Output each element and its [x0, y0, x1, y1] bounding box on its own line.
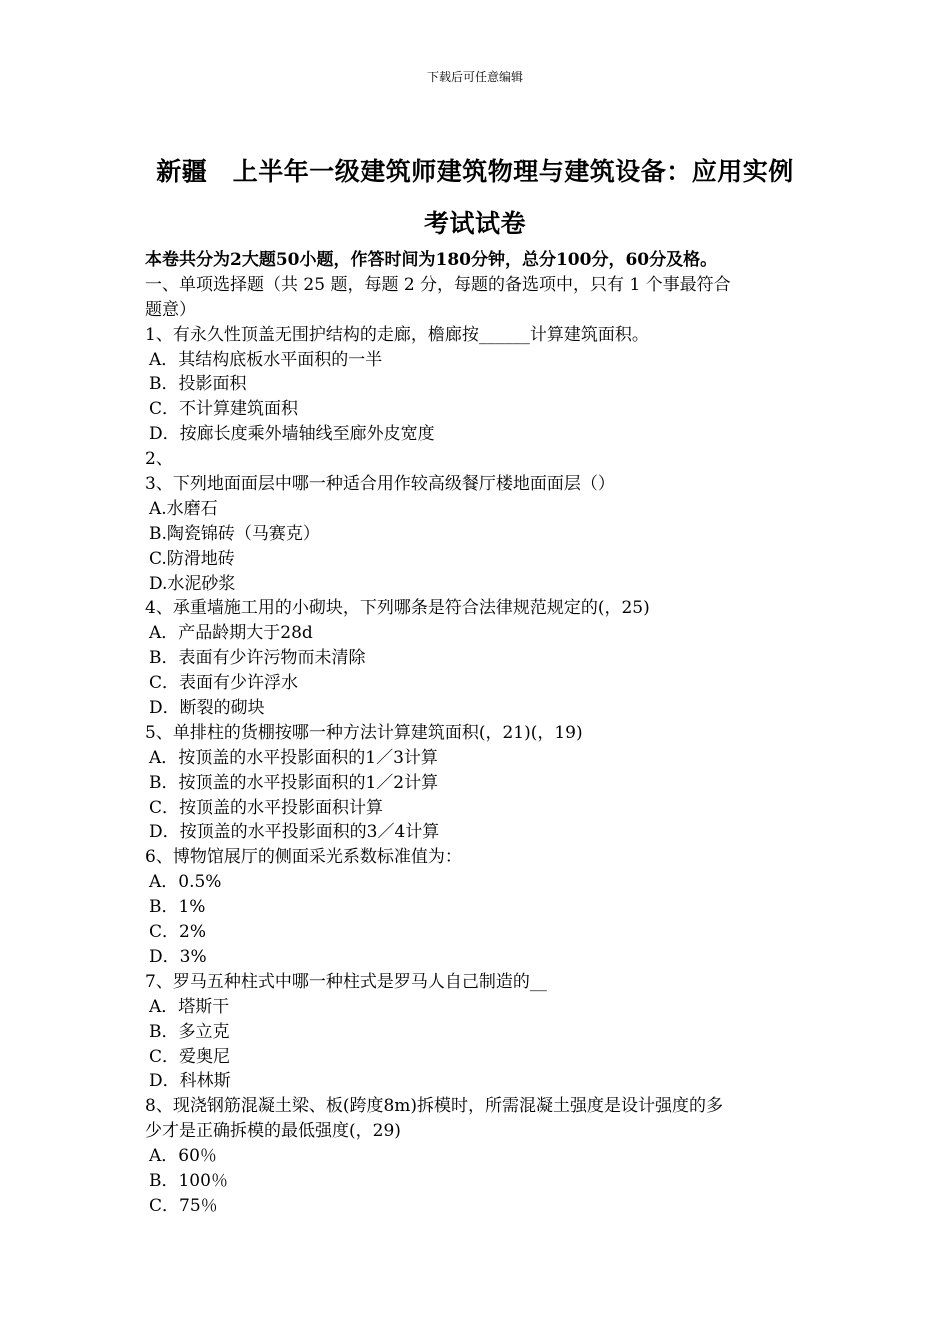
- question-stem: 5、单排柱的货棚按哪一种方法计算建筑面积(，21)(，19): [145, 722, 583, 743]
- answer-option: D．按顶盖的水平投影面积的3／4计算: [149, 822, 440, 843]
- question-stem: 2、: [145, 449, 173, 470]
- answer-option: D．按廊长度乘外墙轴线至廊外皮宽度: [149, 424, 435, 445]
- section-heading-line-1: 一、单项选择题（共 25 题，每题 2 分，每题的备选项中，只有 1 个事最符合: [145, 274, 731, 295]
- answer-option: B．100％: [149, 1170, 228, 1191]
- document-title-line-2: 考试试卷: [423, 209, 526, 238]
- answer-option: A.水磨石: [149, 498, 218, 519]
- answer-option: C．不计算建筑面积: [149, 399, 299, 420]
- question-stem: 7、罗马五种柱式中哪一种柱式是罗马人自己制造的__: [145, 971, 547, 992]
- answer-option: B．多立克: [149, 1021, 230, 1042]
- answer-option: A．产品龄期大于28d: [149, 623, 313, 644]
- answer-option: A．其结构底板水平面积的一半: [149, 349, 383, 370]
- answer-option: C.防滑地砖: [149, 548, 235, 569]
- question-stem: 1、有永久性顶盖无围护结构的走廊，檐廊按______计算建筑面积。: [145, 324, 649, 345]
- question-stem: 3、下列地面面层中哪一种适合用作较高级餐厅楼地面面层（）: [145, 474, 615, 495]
- answer-option: A．塔斯干: [149, 996, 230, 1017]
- answer-option: D．断裂的砌块: [149, 698, 265, 719]
- answer-option: D．科林斯: [149, 1071, 231, 1092]
- answer-option: B.陶瓷锦砖（马赛克）: [149, 523, 320, 544]
- answer-option: C．爱奥尼: [149, 1046, 231, 1067]
- answer-option: D．3%: [149, 946, 207, 967]
- exam-content: [145, 248, 810, 1219]
- answer-option: C．2%: [149, 922, 206, 943]
- answer-option: A．按顶盖的水平投影面积的1／3计算: [149, 747, 438, 768]
- answer-option: B．投影面积: [149, 374, 247, 395]
- header-note: 下载后可任意编辑: [426, 70, 523, 84]
- question-stem: 6、博物馆展厅的侧面采光系数标准值为：: [145, 847, 462, 868]
- answer-option: B．按顶盖的水平投影面积的1／2计算: [149, 772, 439, 793]
- answer-option: A．60％: [149, 1146, 217, 1167]
- answer-option: C．按顶盖的水平投影面积计算: [149, 797, 384, 818]
- answer-option: B．1%: [149, 897, 206, 918]
- answer-option: C．表面有少许浮水: [149, 673, 299, 694]
- question-stem: 8、现浇钢筋混凝土梁、板(跨度8m)拆模时，所需混凝土强度是设计强度的多: [145, 1096, 724, 1117]
- document-title-line-1: 新疆 上半年一级建筑师建筑物理与建筑设备：应用实例: [156, 157, 794, 186]
- answer-option: B．表面有少许污物而未清除: [149, 648, 366, 669]
- exam-intro: 本卷共分为2大题50小题，作答时间为180分钟，总分100分，60分及格。: [145, 250, 718, 270]
- question-stem-continued: 少才是正确拆模的最低强度(，29): [145, 1121, 401, 1142]
- answer-option: C．75％: [149, 1195, 218, 1216]
- section-heading-line-2: 题意）: [145, 299, 196, 320]
- question-stem: 4、承重墙施工用的小砌块，下列哪条是符合法律规范规定的(，25): [145, 598, 650, 619]
- answer-option: A．0.5%: [149, 872, 222, 893]
- answer-option: D.水泥砂浆: [149, 573, 236, 594]
